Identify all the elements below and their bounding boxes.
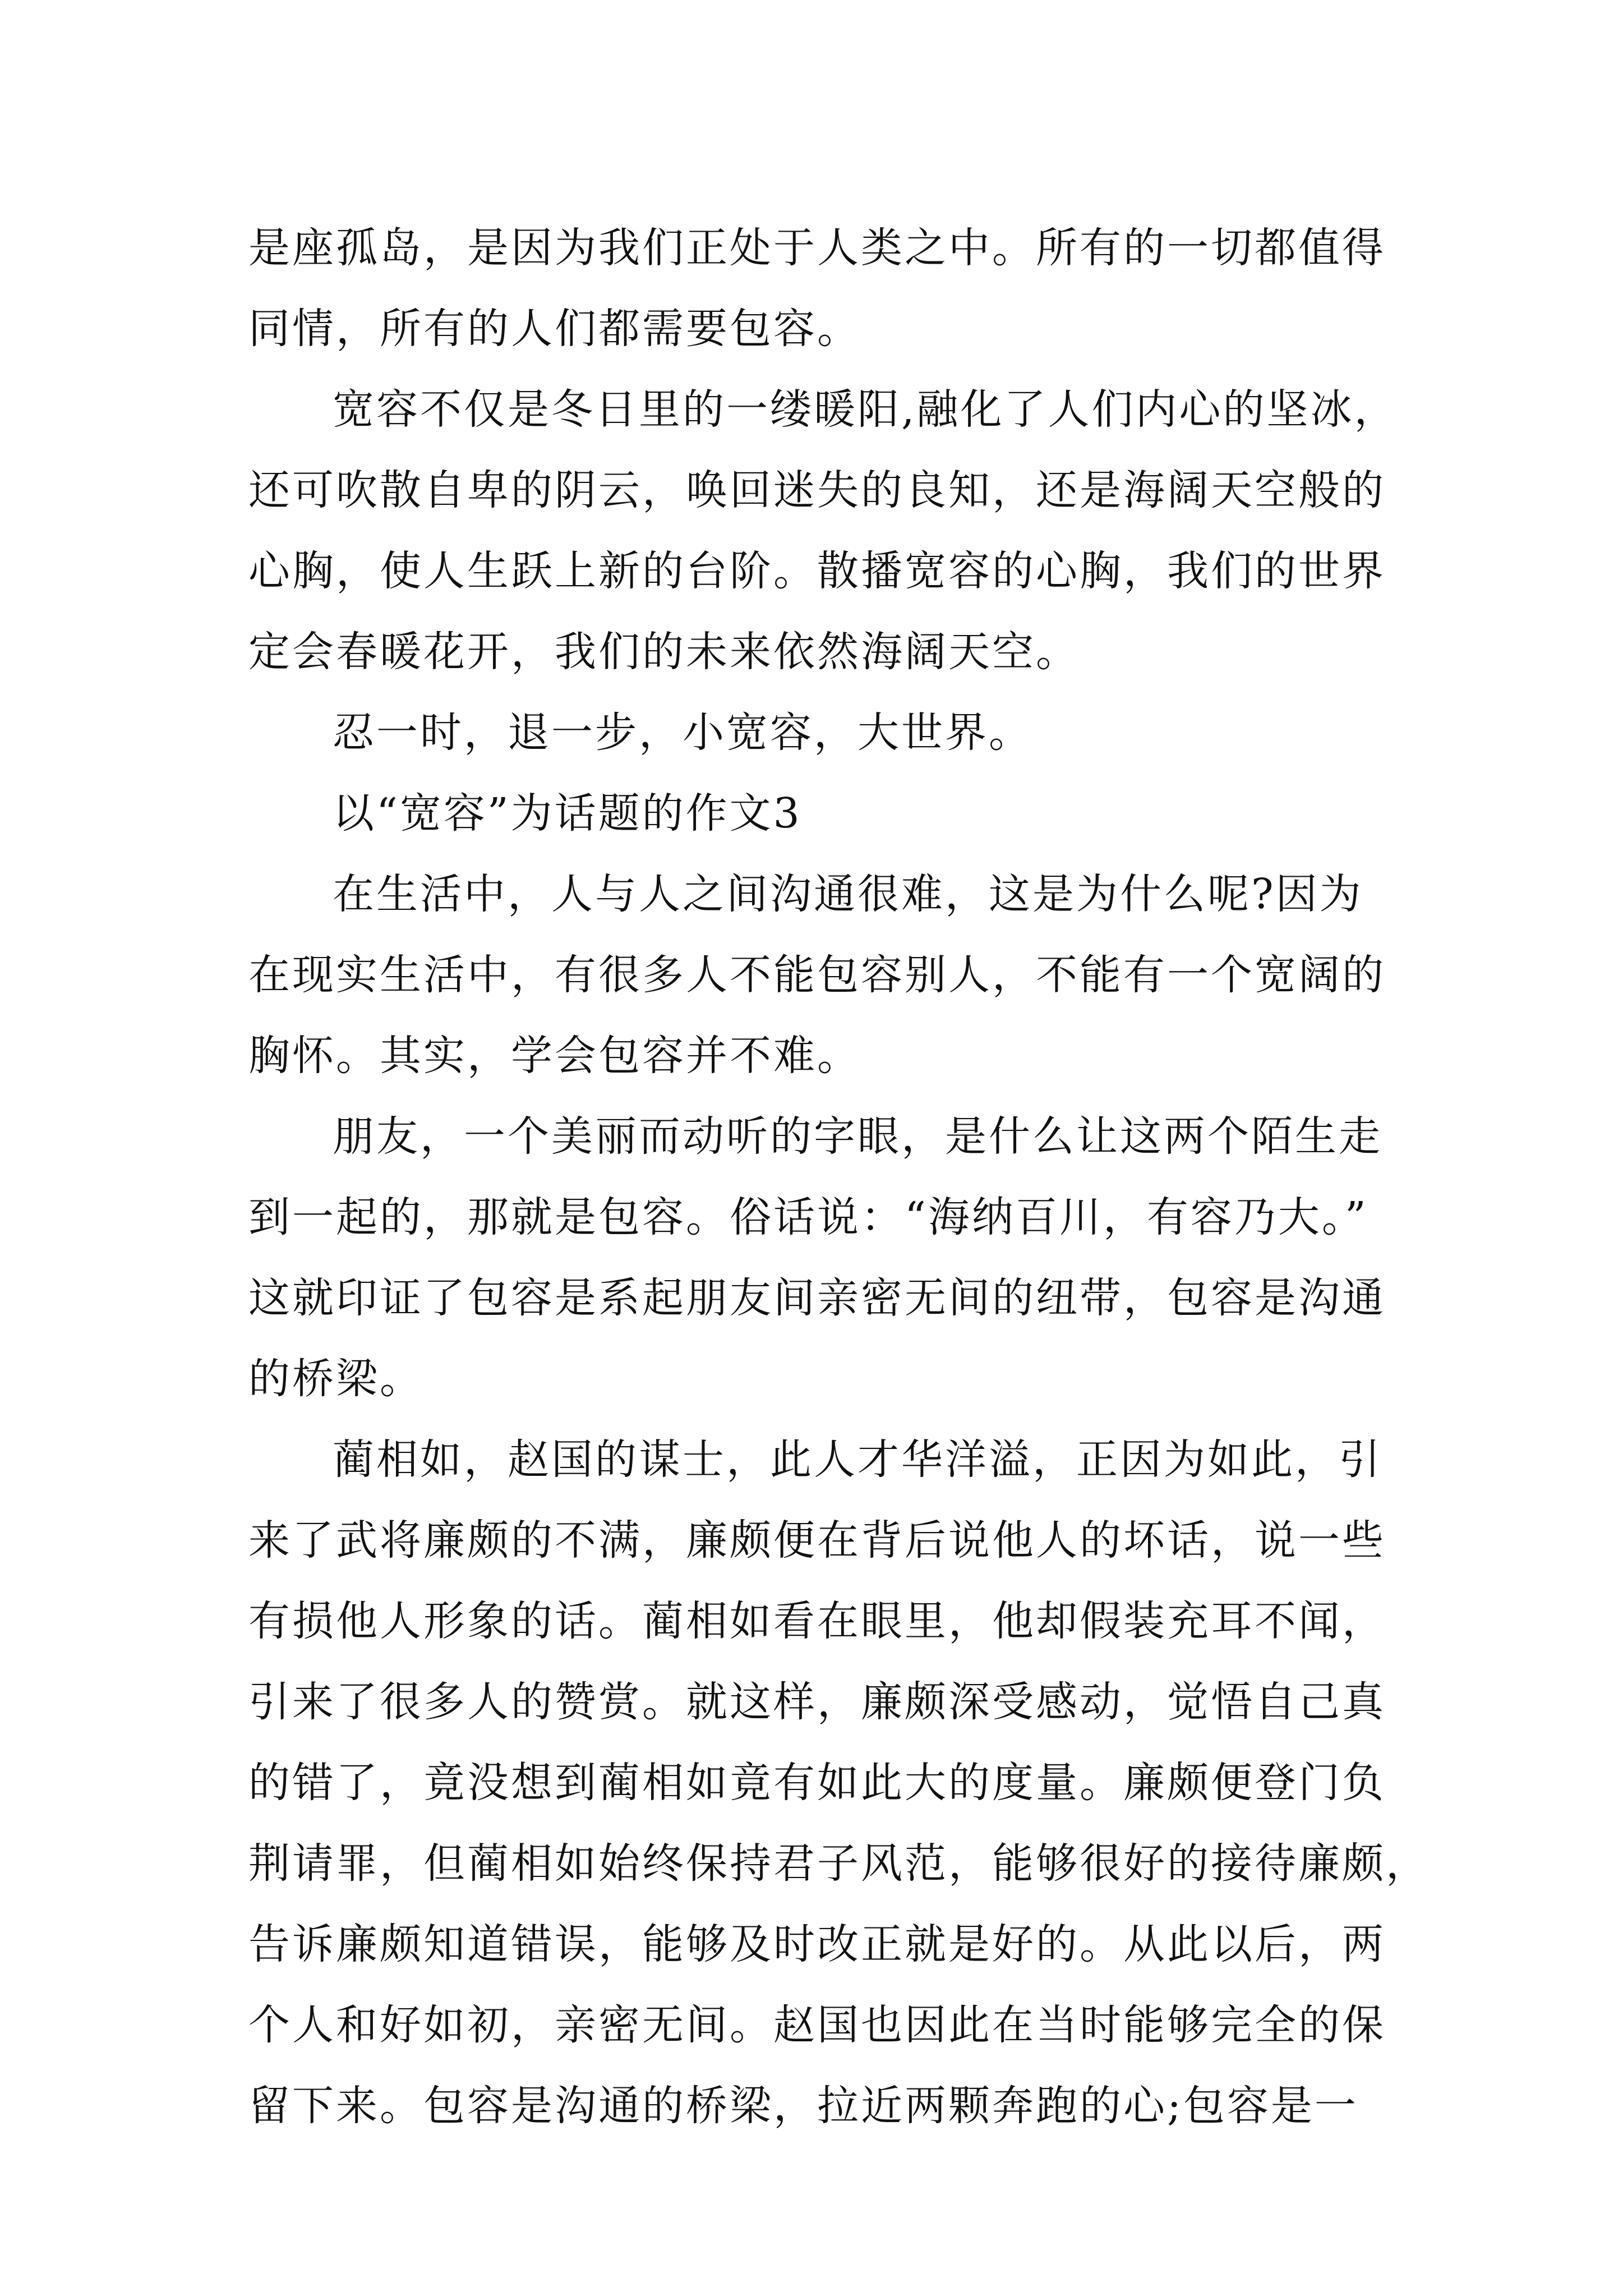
text-line: 定会春暖花开，我们的未来依然海阔天空。 [248,628,1080,676]
text-line: 心胸，使人生跃上新的台阶。散播宽容的心胸，我们的世界 [248,547,1386,595]
paragraph-start-line: 朋友，一个美丽而动听的字眼，是什么让这两个陌生走 [333,1112,1382,1161]
paragraph-start-line: 宽容不仅是冬日里的一缕暖阳,融化了人们内心的坚冰， [333,385,1398,434]
text-line: 引来了很多人的赞赏。就这样，廉颇深受感动，觉悟自己真 [248,1678,1386,1726]
text-line: 个人和好如初，亲密无间。赵国也因此在当时能够完全的保 [248,2001,1386,2049]
text-line: 胸怀。其实，学会包容并不难。 [248,1032,861,1080]
text-line: 的桥梁。 [248,1355,423,1403]
text-line: 有损他人形象的话。蔺相如看在眼里，他却假装充耳不闻， [248,1597,1386,1645]
paragraph-start-line: 忍一时，退一步，小宽容，大世界。 [333,708,1032,757]
text-line: 荆请罪，但蔺相如始终保持君子风范，能够很好的接待廉颇， [248,1839,1430,1888]
text-line: 是座孤岛，是因为我们正处于人类之中。所有的一切都值得 [248,224,1386,272]
paragraph-start-line: 在生活中，人与人之间沟通很难，这是为什么呢?因为 [333,870,1363,918]
text-line: 还可吹散自卑的阴云，唤回迷失的良知，还是海阔天空般的 [248,466,1386,514]
text-line: 同情，所有的人们都需要包容。 [248,305,861,353]
text-line: 到一起的，那就是包容。俗话说：“海纳百川，有容乃大。” [248,1193,1368,1241]
text-line: 这就印证了包容是系起朋友间亲密无间的纽带，包容是沟通 [248,1274,1386,1322]
text-line: 在现实生活中，有很多人不能包容别人，不能有一个宽阔的 [248,951,1386,999]
text-line: 的错了，竟没想到蔺相如竟有如此大的度量。廉颇便登门负 [248,1759,1386,1807]
text-line: 留下来。包容是沟通的桥梁，拉近两颗奔跑的心;包容是一 [248,2082,1358,2130]
text-line: 来了武将廉颇的不满，廉颇便在背后说他人的坏话，说一些 [248,1516,1386,1565]
document-body [248,208,1430,2146]
paragraph-start-line: 蔺相如，赵国的谋士，此人才华洋溢，正因为如此，引 [333,1435,1382,1484]
text-line: 告诉廉颇知道错误，能够及时改正就是好的。从此以后，两 [248,1920,1386,1968]
essay-heading: 以“宽容”为话题的作文3 [333,789,802,838]
